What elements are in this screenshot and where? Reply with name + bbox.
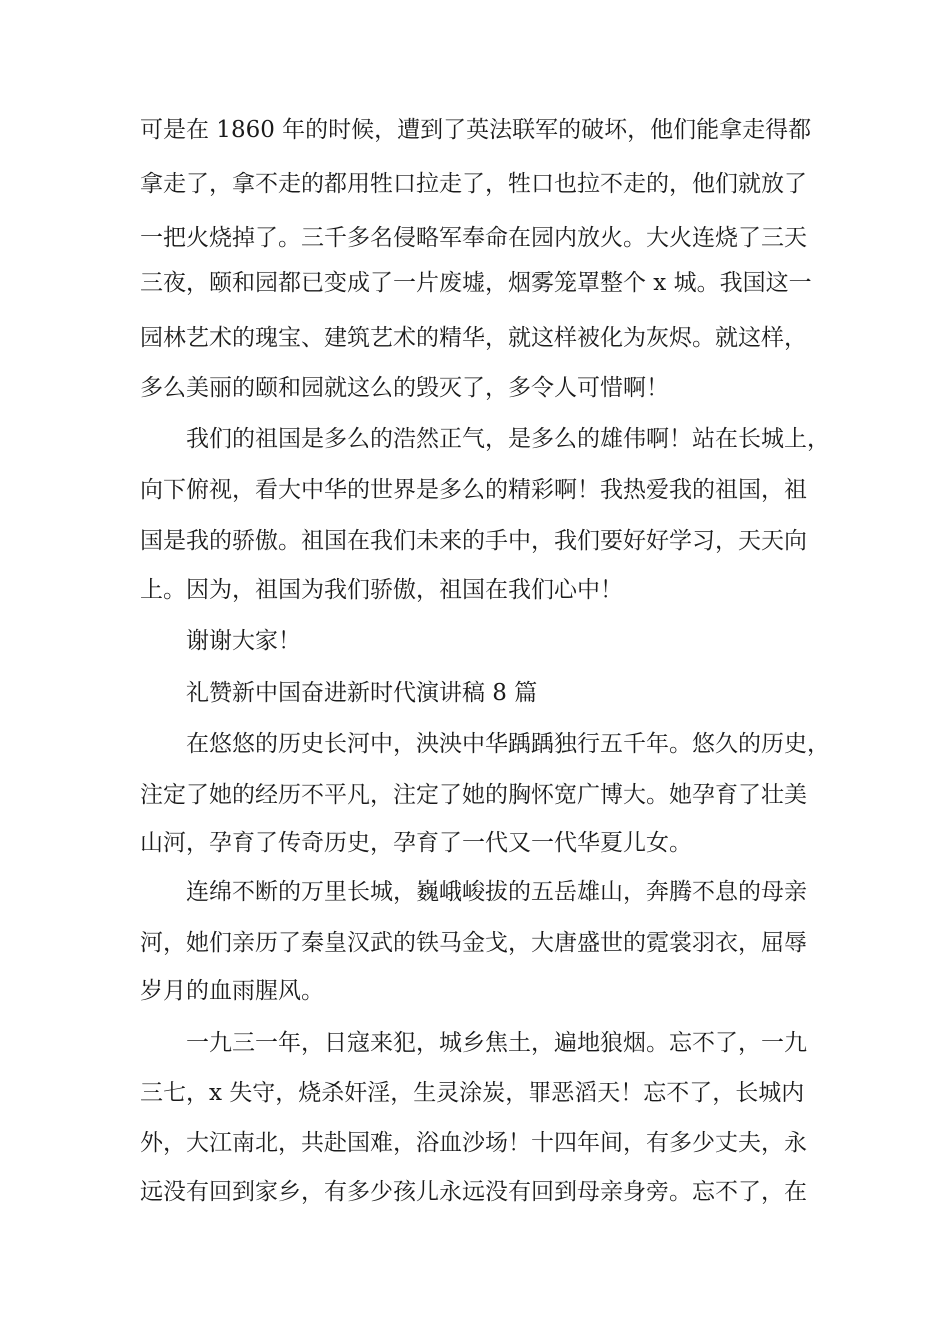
text-line: 可是在 1860 年的时候，遭到了英法联军的破坏，他们能拿走得都 [140,117,812,143]
paragraph-first-line: 一九三一年，日寇来犯，城乡焦土，遍地狼烟。忘不了，一九 [186,1030,807,1056]
text-line: 国是我的骄傲。祖国在我们未来的手中，我们要好好学习，天天向 [140,528,807,554]
text-line: 向下俯视，看大中华的世界是多么的精彩啊！我热爱我的祖国，祖 [140,477,807,503]
section-title: 礼赞新中国奋进新时代演讲稿 8 篇 [186,680,538,706]
text-line: 外，大江南北，共赴国难，浴血沙场！十四年间，有多少丈夫，永 [140,1130,807,1156]
text-line: 远没有回到家乡，有多少孩儿永远没有回到母亲身旁。忘不了，在 [140,1179,807,1205]
text-line: 山河，孕育了传奇历史，孕育了一代又一代华夏儿女。 [140,830,692,856]
text-line: 三七，x 失守，烧杀奸淫，生灵涂炭，罪恶滔天！忘不了，长城内 [140,1080,805,1106]
text-line: 岁月的血雨腥风。 [140,978,324,1004]
text-line: 园林艺术的瑰宝、建筑艺术的精华，就这样被化为灰烬。就这样， [140,325,807,351]
text-line: 一把火烧掉了。三千多名侵略军奉命在园内放火。大火连烧了三天 [140,225,807,251]
text-line: 注定了她的经历不平凡，注定了她的胸怀宽广博大。她孕育了壮美 [140,782,807,808]
text-line: 三夜，颐和园都已变成了一片废墟，烟雾笼罩整个 x 城。我国这一 [140,270,812,296]
text-line: 多么美丽的颐和园就这么的毁灭了，多令人可惜啊！ [140,375,669,401]
paragraph-first-line: 我们的祖国是多么的浩然正气，是多么的雄伟啊！站在长城上， [186,426,830,452]
text-line: 上。因为，祖国为我们骄傲，祖国在我们心中！ [140,577,623,603]
text-line: 拿走了，拿不走的都用牲口拉走了，牲口也拉不走的，他们就放了 [140,171,807,197]
closing-line: 谢谢大家！ [186,628,301,654]
paragraph-first-line: 在悠悠的历史长河中，泱泱中华踽踽独行五千年。悠久的历史， [186,731,830,757]
paragraph-first-line: 连绵不断的万里长城，巍峨峻拔的五岳雄山，奔腾不息的母亲 [186,879,807,905]
text-line: 河，她们亲历了秦皇汉武的铁马金戈，大唐盛世的霓裳羽衣，屈辱 [140,930,807,956]
